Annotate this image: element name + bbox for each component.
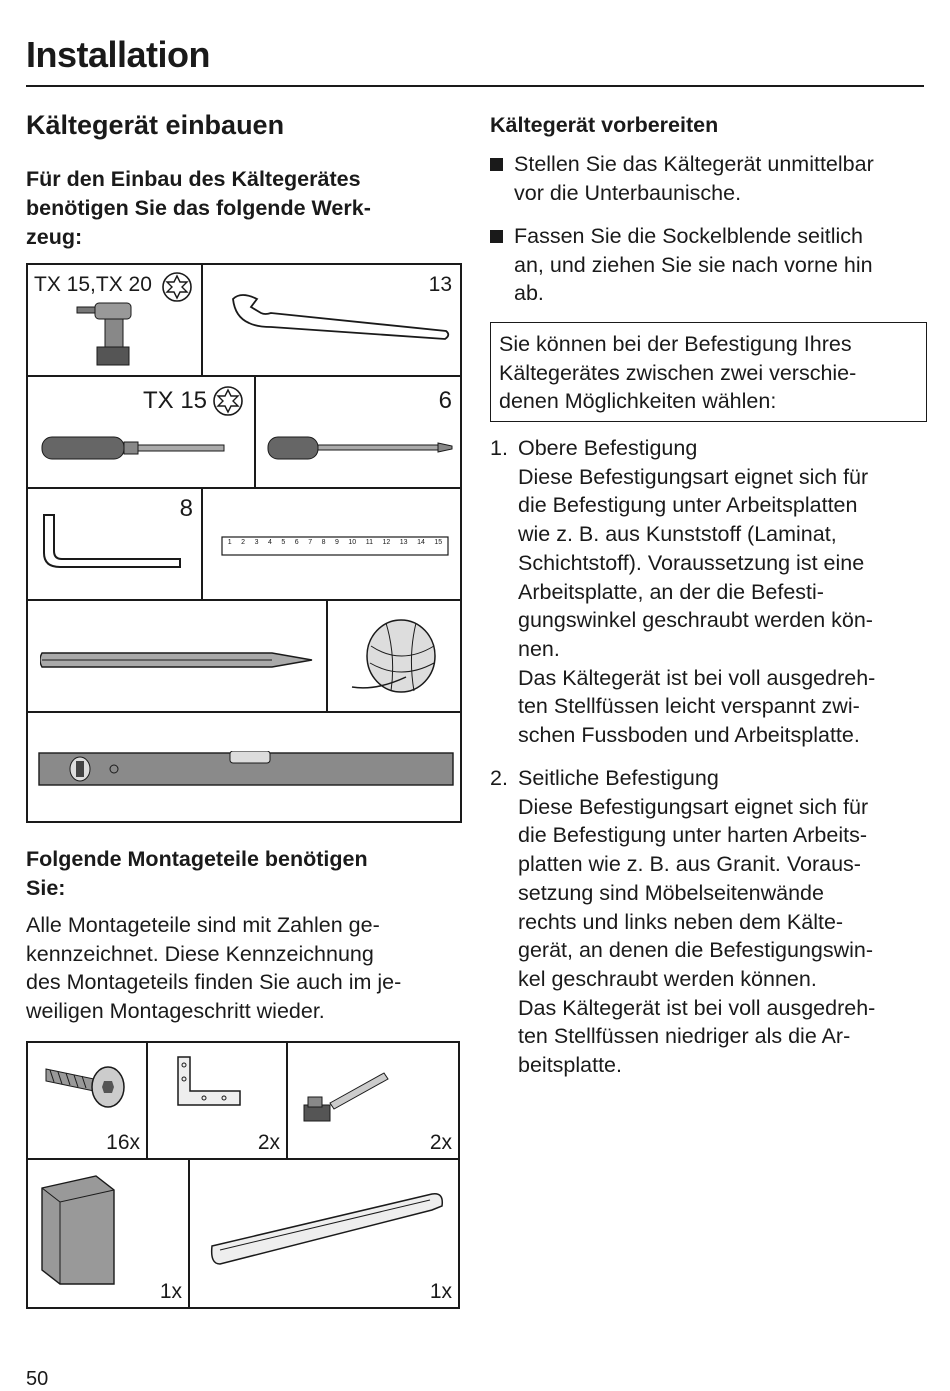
tool-cell-wrench — [203, 265, 460, 377]
option-line: ten Stellfüssen niedriger als die Ar- — [518, 1024, 851, 1049]
angle-bracket-icon — [174, 1055, 244, 1115]
tool-cell-ruler — [203, 489, 460, 601]
tools-intro — [26, 165, 446, 252]
option-line: beitsplatte. — [518, 1053, 622, 1078]
ruler-marks: 1 2 3 4 5 6 7 8 9 10 11 12 13 14 15 — [227, 539, 443, 546]
option-line: Diese Befestigungsart eignet sich für — [518, 464, 869, 489]
option-line: ten Stellfüssen leicht verspannt zwi- — [518, 694, 860, 719]
screw-icon — [42, 1057, 132, 1117]
parts-table — [26, 1041, 460, 1309]
note-line: Kältegerätes zwischen zwei verschie- — [499, 360, 857, 385]
cordless-drill-icon — [73, 301, 153, 371]
tools-intro-line: zeug: — [26, 225, 83, 249]
open-end-wrench-icon — [231, 293, 451, 343]
tool-cell-pencil — [28, 601, 328, 713]
section-title: Kältegerät einbauen — [26, 110, 285, 140]
hex-key-icon — [38, 513, 188, 573]
option-title: Obere Befestigung — [518, 436, 698, 460]
option-line: kel geschraubt werden können. — [518, 966, 817, 991]
option-line: Das Kältegerät ist bei voll ausgedreh- — [518, 665, 876, 690]
pencil-icon — [40, 649, 316, 671]
bullet-line: Fassen Sie die Sockelblende seitlich — [514, 224, 863, 248]
bullet-item — [490, 150, 930, 207]
part-cell-trim — [190, 1160, 458, 1307]
parts-description — [26, 911, 466, 1026]
bullet-line: Stellen Sie das Kältegerät unmittelbar — [514, 152, 874, 176]
tool-cell-hex-key — [28, 489, 203, 601]
tool-cell-string — [328, 601, 460, 713]
anchor-quantity: 2x — [429, 1131, 452, 1154]
option-line: rechts und links neben dem Kälte- — [518, 909, 844, 934]
drill-label: TX 15,TX 20 — [34, 273, 152, 296]
option-line: Schichtstoff). Voraussetzung ist eine — [518, 550, 865, 575]
option-item — [490, 764, 930, 1080]
tool-cell-torx-screwdriver — [28, 377, 256, 489]
torx-icon — [161, 271, 193, 303]
option-number: 1. — [490, 436, 508, 460]
option-item — [490, 434, 930, 750]
hex-key-label: 8 — [179, 495, 193, 522]
option-line: gungswinkel geschraubt werden kön- — [518, 608, 873, 633]
parts-heading-line: Sie: — [26, 876, 66, 900]
parts-text-line: weiligen Montageschritt wieder. — [26, 999, 325, 1024]
bullet-line: ab. — [514, 281, 544, 306]
prepare-title: Kältegerät vorbereiten — [490, 113, 719, 137]
bullet-line: an, und ziehen Sie sie nach vorne hin — [514, 252, 873, 277]
option-line: wie z. B. aus Kunststoff (Laminat, — [518, 522, 837, 547]
parts-text-line: Alle Montageteile sind mit Zahlen ge- — [26, 913, 380, 937]
screw-quantity: 16x — [106, 1131, 140, 1154]
part-cell-anchor — [288, 1043, 458, 1160]
tool-cell-flat-screwdriver — [256, 377, 460, 489]
bullet-square-icon — [490, 230, 503, 243]
header-rule — [26, 85, 924, 87]
option-line: gerät, an denen die Befestigungswin- — [518, 938, 873, 963]
note-box — [490, 322, 927, 422]
option-number: 2. — [490, 766, 508, 790]
parts-text-line: kennzeichnet. Diese Kennzeichnung — [26, 941, 374, 966]
torx-screwdriver-label: TX 15 — [143, 387, 208, 414]
bullet-line: vor die Unterbaunische. — [514, 180, 742, 205]
option-line: Arbeitsplatte, an der die Befesti- — [518, 579, 824, 604]
option-line: die Befestigung unter Arbeitsplatten — [518, 493, 858, 518]
tool-cell-spirit-level — [28, 713, 460, 821]
spirit-level-icon — [38, 751, 454, 787]
trim-quantity: 1x — [429, 1280, 452, 1303]
parts-heading-line: Folgende Montageteile benötigen — [26, 847, 368, 871]
screwdriver-icon — [40, 433, 230, 463]
wrench-label: 13 — [428, 273, 452, 296]
option-line: Diese Befestigungsart eignet sich für — [518, 794, 869, 819]
bracket-quantity: 2x — [257, 1131, 280, 1154]
option-line: nen. — [518, 636, 560, 661]
option-line: schen Fussboden und Arbeitsplatte. — [518, 723, 860, 748]
option-title: Seitliche Befestigung — [518, 766, 719, 790]
note-line: Sie können bei der Befestigung Ihres — [499, 332, 852, 356]
mounting-anchor-icon — [300, 1067, 390, 1127]
page-number: 50 — [26, 1368, 49, 1390]
part-cell-bracket — [148, 1043, 288, 1160]
part-cell-screw — [28, 1043, 148, 1160]
note-line: denen Möglichkeiten wählen: — [499, 389, 777, 414]
block-quantity: 1x — [159, 1280, 182, 1303]
flat-screwdriver-label: 6 — [438, 387, 452, 414]
string-ball-icon — [346, 611, 446, 701]
option-line: Das Kältegerät ist bei voll ausgedreh- — [518, 995, 876, 1020]
tool-cell-drill — [28, 265, 203, 377]
spacer-block-icon — [38, 1174, 118, 1286]
torx-icon — [212, 385, 244, 417]
option-line: setzung sind Möbelseitenwände — [518, 880, 824, 905]
tools-intro-line: Für den Einbau des Kältegerätes — [26, 167, 361, 191]
parts-heading — [26, 845, 446, 903]
flat-screwdriver-icon — [266, 433, 456, 463]
base-trim-icon — [206, 1186, 446, 1272]
option-line: platten wie z. B. aus Granit. Voraus- — [518, 852, 861, 877]
option-line: die Befestigung unter harten Arbeits- — [518, 823, 867, 848]
bullet-square-icon — [490, 158, 503, 171]
parts-text-line: des Montageteils finden Sie auch im je- — [26, 970, 402, 995]
tools-intro-line: benötigen Sie das folgende Werk- — [26, 196, 371, 220]
bullet-item — [490, 222, 930, 308]
part-cell-block — [28, 1160, 190, 1307]
page-header-title: Installation — [26, 34, 211, 75]
tools-table — [26, 263, 462, 823]
